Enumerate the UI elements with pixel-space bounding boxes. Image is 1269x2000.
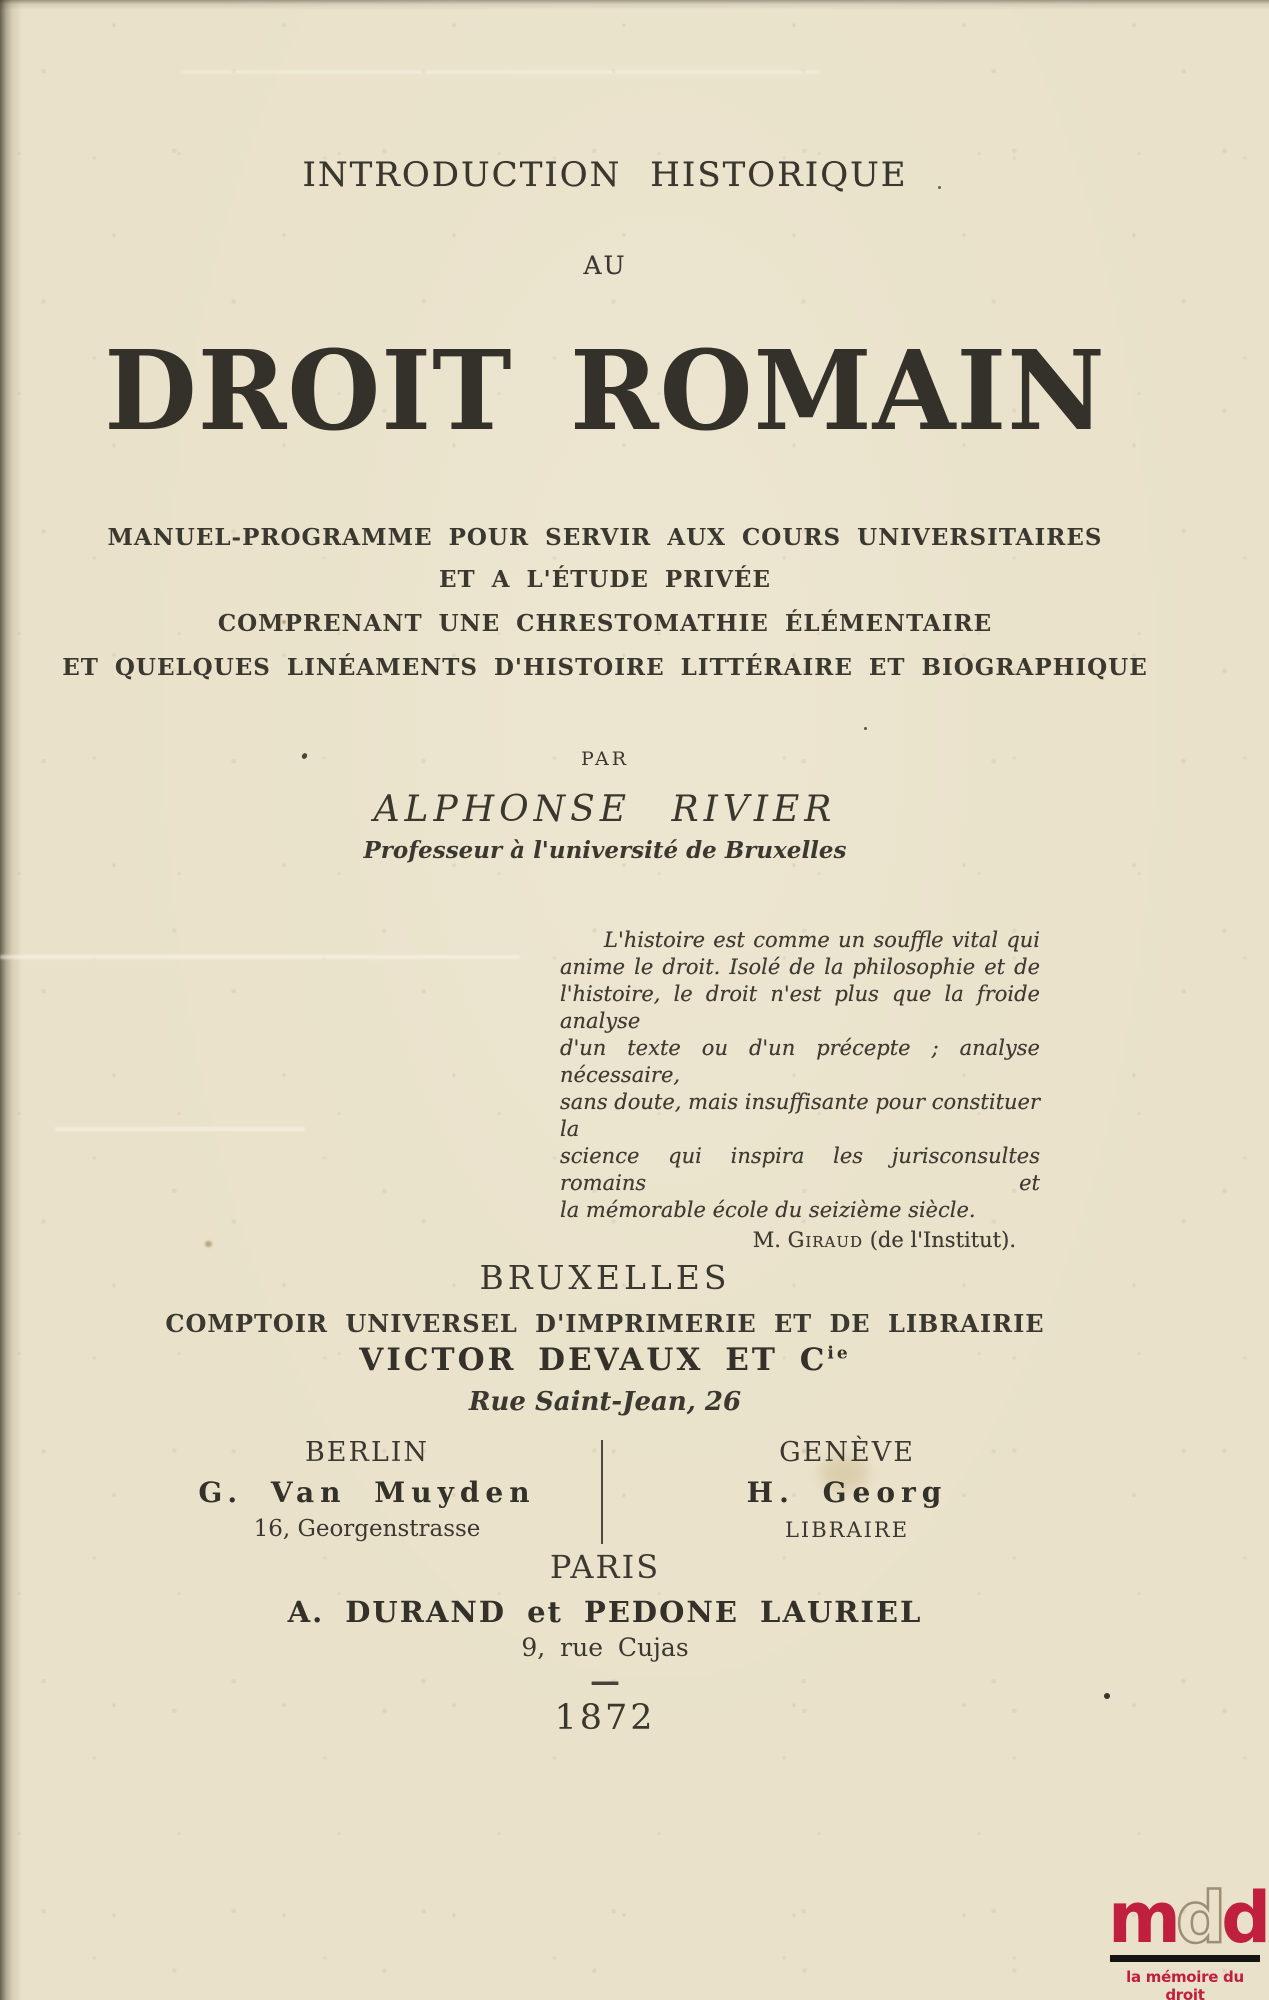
byline-par-label: PAR <box>580 748 630 770</box>
attribution-prefix: M. <box>752 1228 788 1252</box>
distributor-name: H. Georg <box>746 1476 948 1509</box>
subtitle-line-4: ET QUELQUES LINÉAMENTS D'HISTOIRE LITTÉRAIRE ET BIOGRAPHIQUE <box>62 654 1148 681</box>
distributor-paris-detail: 9, rue Cujas <box>521 1633 689 1662</box>
distributor-berlin <box>150 1437 584 1542</box>
distributor-paris-city: PARIS <box>549 1548 661 1586</box>
epigraph-line: science qui inspira les jurisconsultes romains et <box>560 1144 1040 1195</box>
series-title: INTRODUCTION HISTORIQUE <box>302 155 908 195</box>
imprint-publisher <box>30 1342 1180 1378</box>
attribution-name: Giraud <box>787 1228 864 1252</box>
distributor-paris-name: A. DURAND et PEDONE LAURIEL <box>287 1595 923 1629</box>
scan-streak <box>0 955 520 959</box>
mdd-logo-letters <box>1108 1877 1267 1959</box>
logo-letter-m: m <box>1108 1877 1176 1959</box>
distributor-detail: LIBRAIRE <box>784 1518 910 1542</box>
distributor-name: G. Van Muyden <box>198 1476 536 1509</box>
author-name: ALPHONSE RIVIER <box>373 789 837 830</box>
epigraph-quote <box>560 927 1040 1254</box>
imprint-address: Rue Saint-Jean, 26 <box>468 1387 742 1417</box>
epigraph-line: anime le droit. Isolé de la philosophie et de <box>560 955 1040 979</box>
distributor-detail: 16, Georgenstrasse <box>253 1516 481 1542</box>
distributor-city: GENÈVE <box>779 1437 915 1468</box>
imprint-printer: COMPTOIR UNIVERSEL D'IMPRIMERIE ET DE LIBRAIRIE <box>165 1309 1045 1338</box>
column-divider-rule <box>601 1440 603 1544</box>
subtitle-line-1: MANUEL-PROGRAMME POUR SERVIR AUX COURS UNIVERSITAIRES <box>107 524 1103 551</box>
mdd-watermark-logo <box>1108 1877 1267 2000</box>
separator-rule: — <box>590 1664 620 1699</box>
epigraph-line: la mémorable école du seizième siècle. <box>560 1198 976 1222</box>
epigraph-line: sans doute, mais insuffisante pour constituer la <box>560 1090 1040 1141</box>
author-title: Professeur à l'université de Bruxelles <box>363 837 847 864</box>
scan-streak <box>55 1127 305 1131</box>
logo-letter-d: d <box>1221 1877 1267 1959</box>
imprint-city: BRUXELLES <box>479 1258 731 1297</box>
title-connector: AU <box>583 251 627 280</box>
publisher-name: VICTOR DEVAUX ET C <box>359 1342 828 1378</box>
epigraph-line: L'histoire est comme un souffle vital qui <box>604 928 1040 952</box>
distributor-geneve <box>630 1437 1064 1542</box>
scan-streak <box>180 70 820 74</box>
epigraph-line: l'histoire, le droit n'est plus que la froide analyse <box>560 982 1040 1033</box>
publisher-abbrev-superscript: ie <box>827 1343 851 1364</box>
subtitle-line-2: ET A L'ÉTUDE PRIVÉE <box>439 566 771 593</box>
logo-tagline: la mémoire du droit <box>1126 1968 1244 2000</box>
paper-stain <box>205 1241 212 1247</box>
paper-speck <box>864 727 867 730</box>
publication-year: 1872 <box>554 1698 656 1738</box>
epigraph-line: d'un texte ou d'un précepte ; analyse nécessaire, <box>560 1036 1040 1087</box>
attribution-suffix: (de l'Institut). <box>863 1228 1016 1252</box>
main-title: DROIT ROMAIN <box>104 326 1106 455</box>
subtitle-line-3: COMPRENANT UNE CHRESTOMATHIE ÉLÉMENTAIRE <box>217 610 993 637</box>
distributor-city: BERLIN <box>304 1437 430 1468</box>
logo-letter-d-outline: d <box>1175 1877 1222 1959</box>
epigraph-attribution <box>560 1227 1040 1254</box>
